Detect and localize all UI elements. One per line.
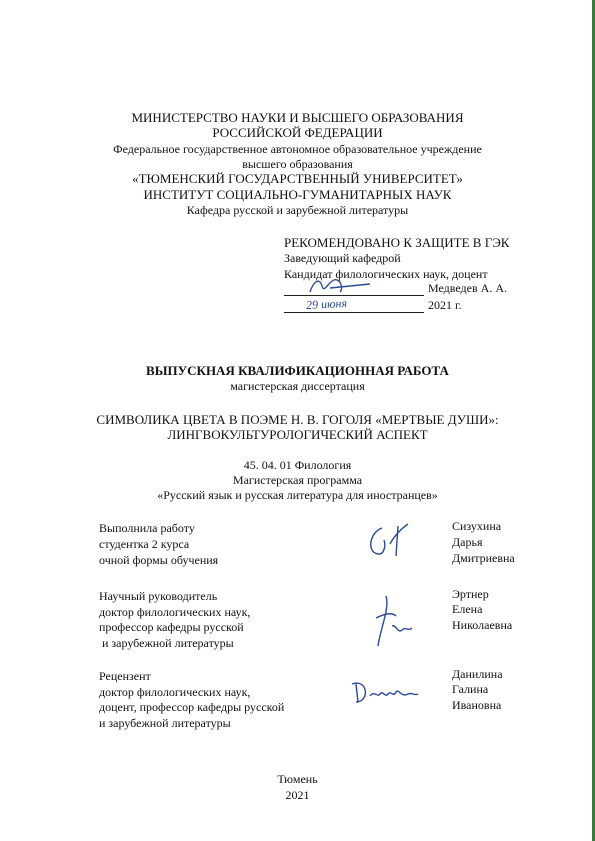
thesis-title-line-1: СИМВОЛИКА ЦВЕТА В ПОЭМЕ Н. В. ГОГОЛЯ «МЕРТВЫЕ ДУШИ»: [96,412,499,427]
student-signature [360,518,420,564]
student-name-line: Дарья [452,535,483,549]
supervisor-role-line: доктор филологических наук, [99,605,251,619]
program-label: Магистерская программа [232,473,363,487]
institution-type-line-2: высшего образования [242,157,353,171]
reviewer-role-line: доцент, профессор кафедры русской [99,700,285,714]
supervisor-signature [368,590,418,652]
student-role-line: студентка 2 курса [99,537,190,551]
reviewer-role-line: доктор филологических наук, [99,685,251,699]
student-name-line: Сизухина [452,519,502,533]
student-role-line: очной формы обучения [99,553,219,567]
reviewer-name-line: Галина [452,682,489,696]
institution-type-line-1: Федеральное государственное автономное образовательное учреждение [113,142,482,156]
supervisor-name-line: Эртнер [452,587,489,601]
approval-degree: Кандидат филологических наук, доцент [284,267,488,281]
supervisor-name-line: Николаевна [452,618,513,632]
reviewer-role-line: Рецензент [99,669,151,683]
university-name: «ТЮМЕНСКИЙ ГОСУДАРСТВЕННЫЙ УНИВЕРСИТЕТ» [132,171,463,186]
footer-city: Тюмень [277,772,318,786]
approval-date: 29 июня [305,295,348,313]
institute-name: ИНСТИТУТ СОЦИАЛЬНО-ГУМАНИТАРНЫХ НАУК [143,187,452,202]
reviewer-signature [348,676,428,710]
supervisor-role-line: и зарубежной литературы [99,636,234,650]
reviewer-name-line: Данилина [452,667,503,681]
ministry-line-1: МИНИСТЕРСТВО НАУКИ И ВЫСШЕГО ОБРАЗОВАНИЯ [131,110,464,125]
approval-role: Заведующий кафедрой [284,251,401,265]
supervisor-name-line: Елена [452,602,483,616]
work-subtype: магистерская диссертация [230,379,365,393]
student-role-line: Выполнила работу [99,521,195,535]
reviewer-role-line: и зарубежной литературы [99,716,231,730]
work-type: ВЫПУСКНАЯ КВАЛИФИКАЦИОННАЯ РАБОТА [146,363,449,378]
approval-name: Медведев А. А. [428,281,507,295]
ministry-line-2: РОССИЙСКОЙ ФЕДЕРАЦИИ [212,125,383,140]
thesis-title-line-2: ЛИНГВОКУЛЬТУРОЛОГИЧЕСКИЙ АСПЕКТ [167,427,428,442]
specialty-code: 45. 04. 01 Филология [243,458,352,472]
supervisor-role-line: Научный руководитель [99,589,218,603]
supervisor-role-line: профессор кафедры русской [99,620,244,634]
approval-year: 2021 г. [428,298,462,312]
head-signature [300,274,380,298]
department-name: Кафедра русской и зарубежной литературы [186,203,409,217]
program-name: «Русский язык и русская литература для иностранцев» [157,488,438,502]
approval-title: РЕКОМЕНДОВАНО К ЗАЩИТЕ В ГЭК [284,235,510,250]
date-underline [284,312,424,313]
footer-year: 2021 [285,788,310,802]
student-name-line: Дмитриевна [452,551,515,565]
reviewer-name-line: Ивановна [452,698,502,712]
